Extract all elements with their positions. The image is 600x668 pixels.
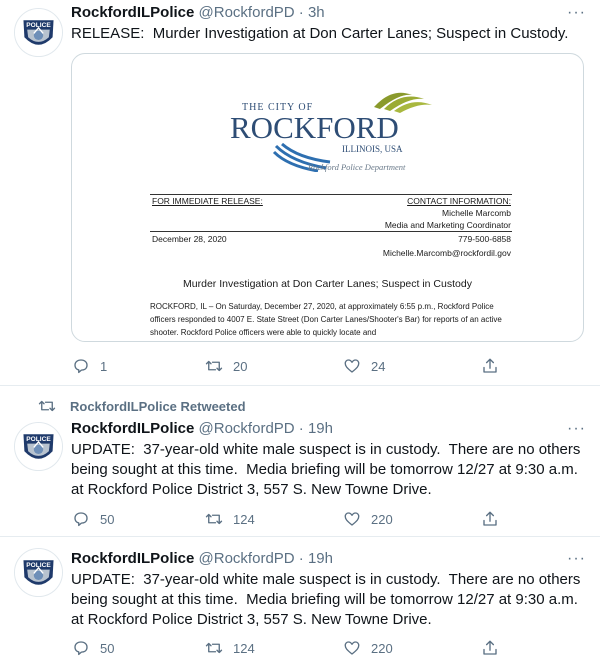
release-body: ROCKFORD, IL – On Saturday, December 27, 2020, at approximately 6:55 p.m., Rockford Police officers responded to 4007 E. State Street (Don Carter Lanes/Shooter's Bar) for reports of an active shooter. Rockford Police officers were able to quickly locate and xyxy=(150,302,502,337)
share-button[interactable] xyxy=(481,638,499,658)
tweet-text: UPDATE: 37-year-old white male suspect is in custody. There are no others being sought at this time. Media briefing will be tomorrow 12/27 at 9:30 a.m. at Rockford Police District 3, 557 S. New Towne Drive. xyxy=(71,441,585,498)
tweet-text: RELEASE: Murder Investigation at Don Carter Lanes; Suspect in Custody. xyxy=(71,25,569,42)
retweet-count: 124 xyxy=(233,511,255,527)
reply-icon xyxy=(72,639,90,657)
retweet-icon xyxy=(205,639,223,657)
police-badge-icon xyxy=(15,9,62,56)
press-release-document xyxy=(72,54,583,341)
user-handle[interactable]: @RockfordPD xyxy=(198,550,295,567)
release-date: December 28, 2020 xyxy=(152,234,227,244)
tweet-actions xyxy=(60,509,500,529)
svg-text:POLICE: POLICE xyxy=(26,435,51,443)
user-handle[interactable]: @RockfordPD xyxy=(198,4,295,21)
share-icon xyxy=(481,639,499,657)
separator: · xyxy=(298,420,304,437)
tweet-header xyxy=(71,549,333,569)
contact-email: Michelle.Marcomb@rockfordil.gov xyxy=(382,248,511,258)
divider xyxy=(150,231,512,232)
tweet-header xyxy=(71,3,325,23)
like-button[interactable] xyxy=(343,356,385,376)
reply-icon xyxy=(72,510,90,528)
reply-count: 50 xyxy=(100,640,115,656)
retweet-button[interactable] xyxy=(205,509,255,529)
divider xyxy=(150,194,512,195)
retweet-icon xyxy=(205,510,223,528)
tweet-actions xyxy=(60,356,500,376)
display-name[interactable]: RockfordILPolice xyxy=(71,550,195,567)
timestamp[interactable]: 19h xyxy=(307,550,333,567)
logo-department: Rockford Police Department xyxy=(308,162,406,172)
attached-image[interactable] xyxy=(71,53,584,342)
tweet[interactable] xyxy=(0,538,600,668)
like-button[interactable] xyxy=(343,638,393,658)
share-icon xyxy=(481,510,499,528)
like-count: 220 xyxy=(371,511,393,527)
logo-word: ROCKFORD xyxy=(230,110,399,145)
avatar[interactable] xyxy=(14,548,63,597)
display-name[interactable]: RockfordILPolice xyxy=(71,420,195,437)
reply-button[interactable] xyxy=(72,638,114,658)
police-badge-icon xyxy=(15,549,62,596)
contact-title: Media and Marketing Coordinator xyxy=(384,220,511,230)
logo-state: ILLINOIS, USA xyxy=(342,144,403,154)
tweet-header xyxy=(71,419,333,439)
separator: · xyxy=(298,550,304,567)
separator: · xyxy=(298,4,304,21)
share-button[interactable] xyxy=(481,509,499,529)
retweet-button[interactable] xyxy=(205,356,247,376)
logo-city: THE CITY OF xyxy=(242,102,314,113)
share-icon xyxy=(481,357,499,375)
timestamp[interactable]: 19h xyxy=(307,420,333,437)
timestamp[interactable]: 3h xyxy=(307,4,325,21)
avatar[interactable] xyxy=(14,8,63,57)
reply-icon xyxy=(72,357,90,375)
like-button[interactable] xyxy=(343,509,393,529)
retweet-count: 124 xyxy=(233,640,255,656)
like-icon xyxy=(343,639,361,657)
more-icon[interactable]: ··· xyxy=(567,420,586,437)
release-headline: Murder Investigation at Don Carter Lanes; Suspect in Custody xyxy=(183,278,472,290)
reply-button[interactable] xyxy=(72,356,107,376)
retweet-button[interactable] xyxy=(205,638,255,658)
share-button[interactable] xyxy=(481,356,499,376)
tweet[interactable] xyxy=(0,387,600,537)
user-handle[interactable]: @RockfordPD xyxy=(198,420,295,437)
svg-text:POLICE: POLICE xyxy=(26,21,51,29)
avatar[interactable] xyxy=(14,422,63,471)
reply-count: 1 xyxy=(100,358,108,374)
like-count: 220 xyxy=(371,640,393,656)
reply-count: 50 xyxy=(100,511,115,527)
contact-phone: 779-500-6858 xyxy=(458,234,511,244)
more-icon[interactable]: ··· xyxy=(567,4,586,21)
retweet-icon xyxy=(205,357,223,375)
retweeted-by-text: RockfordILPolice Retweeted xyxy=(70,398,246,414)
more-icon[interactable]: ··· xyxy=(567,550,586,567)
tweet-text: UPDATE: 37-year-old white male suspect is in custody. There are no others being sought at this time. Media briefing will be tomorrow 12/27 at 9:30 a.m. at Rockford Police District 3, 557 S. New Towne Drive. xyxy=(71,571,585,628)
like-count: 24 xyxy=(371,358,386,374)
reply-button[interactable] xyxy=(72,509,114,529)
contact-name: Michelle Marcomb xyxy=(442,208,511,218)
police-badge-icon xyxy=(15,423,62,470)
release-label: FOR IMMEDIATE RELEASE: xyxy=(152,196,263,206)
display-name[interactable]: RockfordILPolice xyxy=(71,4,195,21)
retweet-count: 20 xyxy=(233,358,248,374)
like-icon xyxy=(343,357,361,375)
like-icon xyxy=(343,510,361,528)
contact-label: CONTACT INFORMATION: xyxy=(407,196,511,206)
tweet-actions xyxy=(60,638,500,658)
svg-text:POLICE: POLICE xyxy=(26,561,51,569)
